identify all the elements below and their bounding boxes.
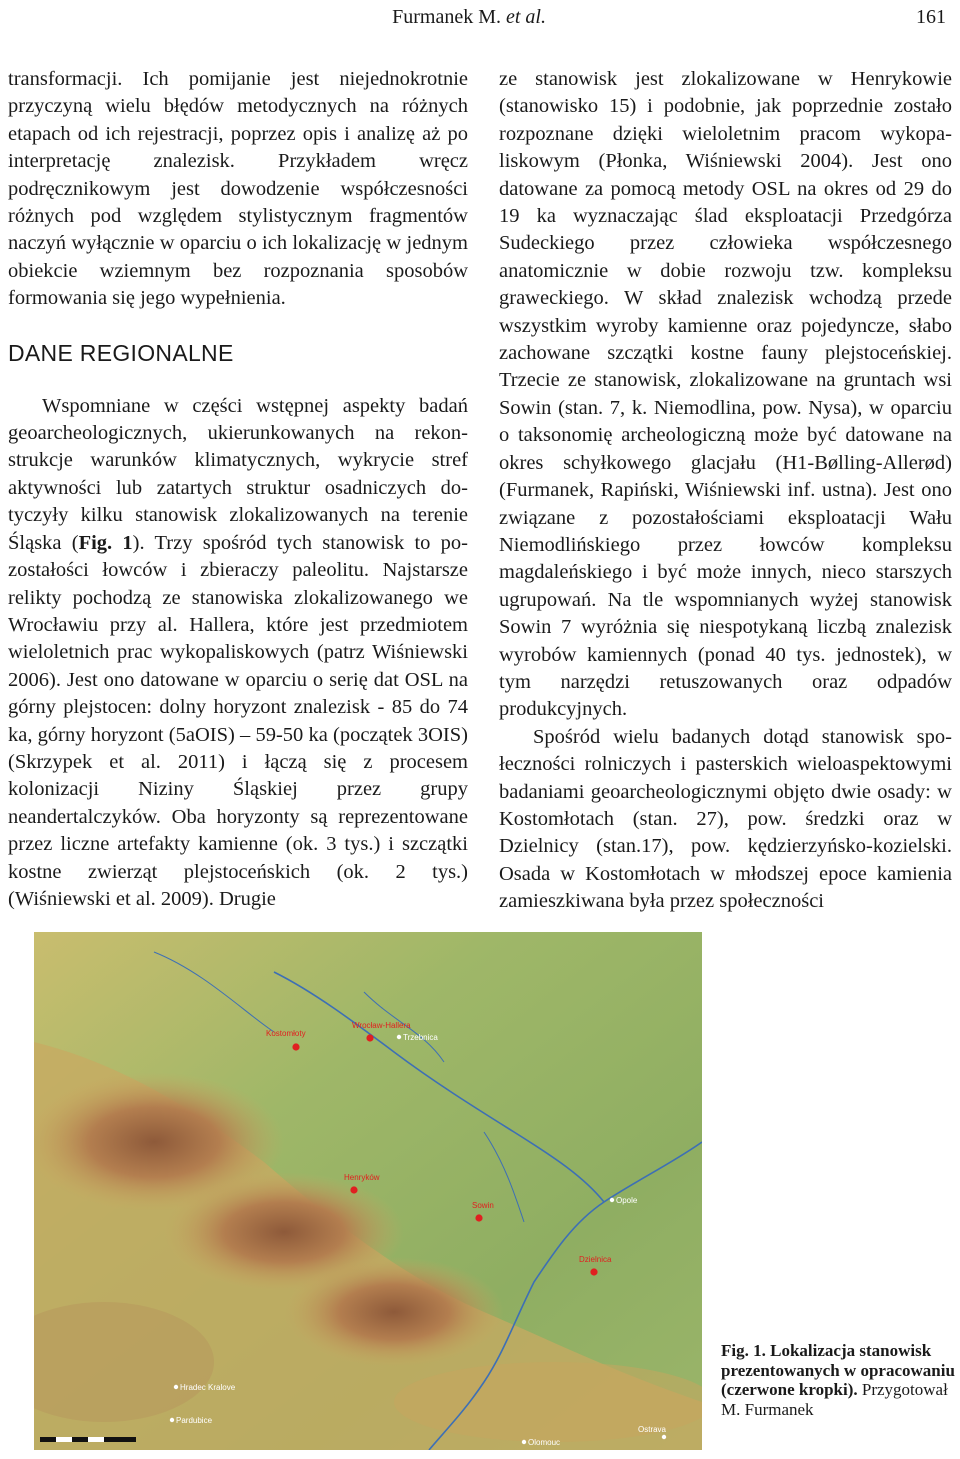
- place-marker-pardubice: [170, 1416, 213, 1425]
- page-number: 161: [916, 6, 946, 28]
- paragraph: Spośród wielu badanych dotąd stanowisk społeczności rolniczych i pasterskich wieloaspektowymi badaniami geoarcheologicznymi objęto dwie osady: w Kostomłotach (stan. 27), pow. średzki oraz w Dzielnicy (stan.17), pow. kędzierzyńsko-kozielski. Osada w Kostomłotach w młodszej epoce kamienia zamieszkiwana była przez społeczności: [499, 725, 952, 913]
- paragraph: transformacji. Ich pomijanie jest niejednokrotnie przyczyną wielu błędów metodycznych na różnych etapach od ich rejestracji, poprzez opis i analizę aż po interpretację znalezisk. Przykładem wręcz podręcznikowym jest dowodzenie współczesności różnych pod względem stylistycznym fragmentów naczyń wyłącznie w oparciu o ich lokalizację w jednym obiekcie wziemnym bez rozpoznania sposobów formowania się jego wypełnienia.: [8, 68, 468, 310]
- site-label: Dzielnica: [579, 1255, 612, 1264]
- figure-caption: Fig. 1. Lokalizacja stanowisk prezentowanych w opracowaniu (czerwone kropki). Przygotował M. Furmanek: [721, 1341, 955, 1419]
- left-column: [8, 66, 468, 913]
- location-map: [34, 932, 702, 1450]
- mountain-range: [284, 1257, 504, 1367]
- paragraph: ze stanowisk jest zlokalizowane w Henrykowie (stanowisko 15) i podobnie, jak poprzednie zostało rozpoznane dzięki wieloletnim pracom wykopaliskowym (Płonka, Wiśniewski 2004). Jest ono datowane za pomocą metody OSL na okres od 29 do 19 ka wyznaczając ślad eksploatacji Przedgórza Sudeckiego przez człowieka współczesnego anatomicznie w dobie rozwoju tzw. kompleksu graweckiego. W skład znalezisk wchodzą przede wszystkim wyroby kamienne oraz pojedyncze, słabo zachowane szczątki kostne fauny plejstoceńskiej. Trzecie ze stanowisk, zlokalizowane na gruntach wsi Sowin (stan. 7, k. Niemodlina, pow. Nysa), w oparciu o taksonomię archeologiczną może być datowane na okres schyłkowego glacjału (H1-Bølling-Allerød) (Furmanek, Rapiński, Wiśniewski inf. ustna). Jest ono związane z pozostałościami eksploatacji Wału Niemodlińskiego przez łowców kompleksu magdaleńskiego i być może innych, nieco starszych ugrupowań. Na tle wspomnianych wyżej stanowisk Sowin 7 wyróżnia się niespotykaną liczbą znalezisk wyrobów kamiennych (ponad 40 tys. jednostek), w tym narzędzi retuszowanych oraz odpadów produkcyjnych.: [499, 68, 952, 721]
- paragraph: Wspomniane w części wstępnej aspekty badań geoarcheologicznych, ukierunkowanych na rekonstrukcje warunków klimatycznych, wykrycie stref aktywności lub zatartych struktur osadniczych dotyczyły kilku stanowisk zlokalizowanych na terenie Śląska (Fig. 1). Trzy spośród tych stanowisk to pozostałości łowców i zbieraczy paleolitu. Najstarsze relikty pochodzą ze stanowiska zlokalizowanego we Wrocławiu przy al. Hallera, które jest przedmiotem wieloletnich prac wykopaliskowych (patrz Wiśniewski 2006). Jest ono datowane w oparciu o serię dat OSL na górny plejstocen: dolny horyzont znalezisk - 85 do 74 ka, górny horyzont (5aOIS) – 59-50 ka (początek 3OIS)(Skrzypek et al. 2011) i łączą się z procesem kolonizacji Niziny Śląskiej przez grupy neandertalczyków. Oba horyzonty są reprezentowane przez liczne artefakty kamienne (ok. 3 tys.) i szczątki kostne zwierząt plejstoceńskich (ok. 2 tys.) (Wiśniewski et al. 2009). Drugie: [8, 394, 468, 910]
- section-heading: DANE REGIONALNE: [8, 339, 234, 366]
- place-label: Trzebnica: [403, 1033, 438, 1042]
- figure-reference: Fig. 1: [78, 531, 133, 554]
- place-label: Opole: [616, 1196, 638, 1205]
- place-marker-trzebnica: [397, 1033, 439, 1042]
- site-label: Sowin: [472, 1201, 494, 1210]
- place-marker-hradec-kralove: [174, 1383, 236, 1392]
- place-marker-olomouc: [522, 1438, 560, 1447]
- running-head-author: Furmanek M. et al.: [392, 6, 546, 28]
- site-label: Kostomłoty: [266, 1029, 306, 1038]
- relief-map: [34, 932, 702, 1450]
- place-label: Olomouc: [528, 1438, 561, 1447]
- running-head: [0, 0, 960, 34]
- place-label: Pardubice: [176, 1416, 213, 1425]
- right-column: [499, 66, 952, 916]
- place-label: Hradec Kralove: [180, 1383, 236, 1392]
- place-label: Ostrava: [638, 1425, 667, 1434]
- site-label: Henryków: [344, 1173, 380, 1182]
- site-label: Wrocław-Hallera: [352, 1021, 411, 1030]
- scale-bar: [40, 1437, 136, 1442]
